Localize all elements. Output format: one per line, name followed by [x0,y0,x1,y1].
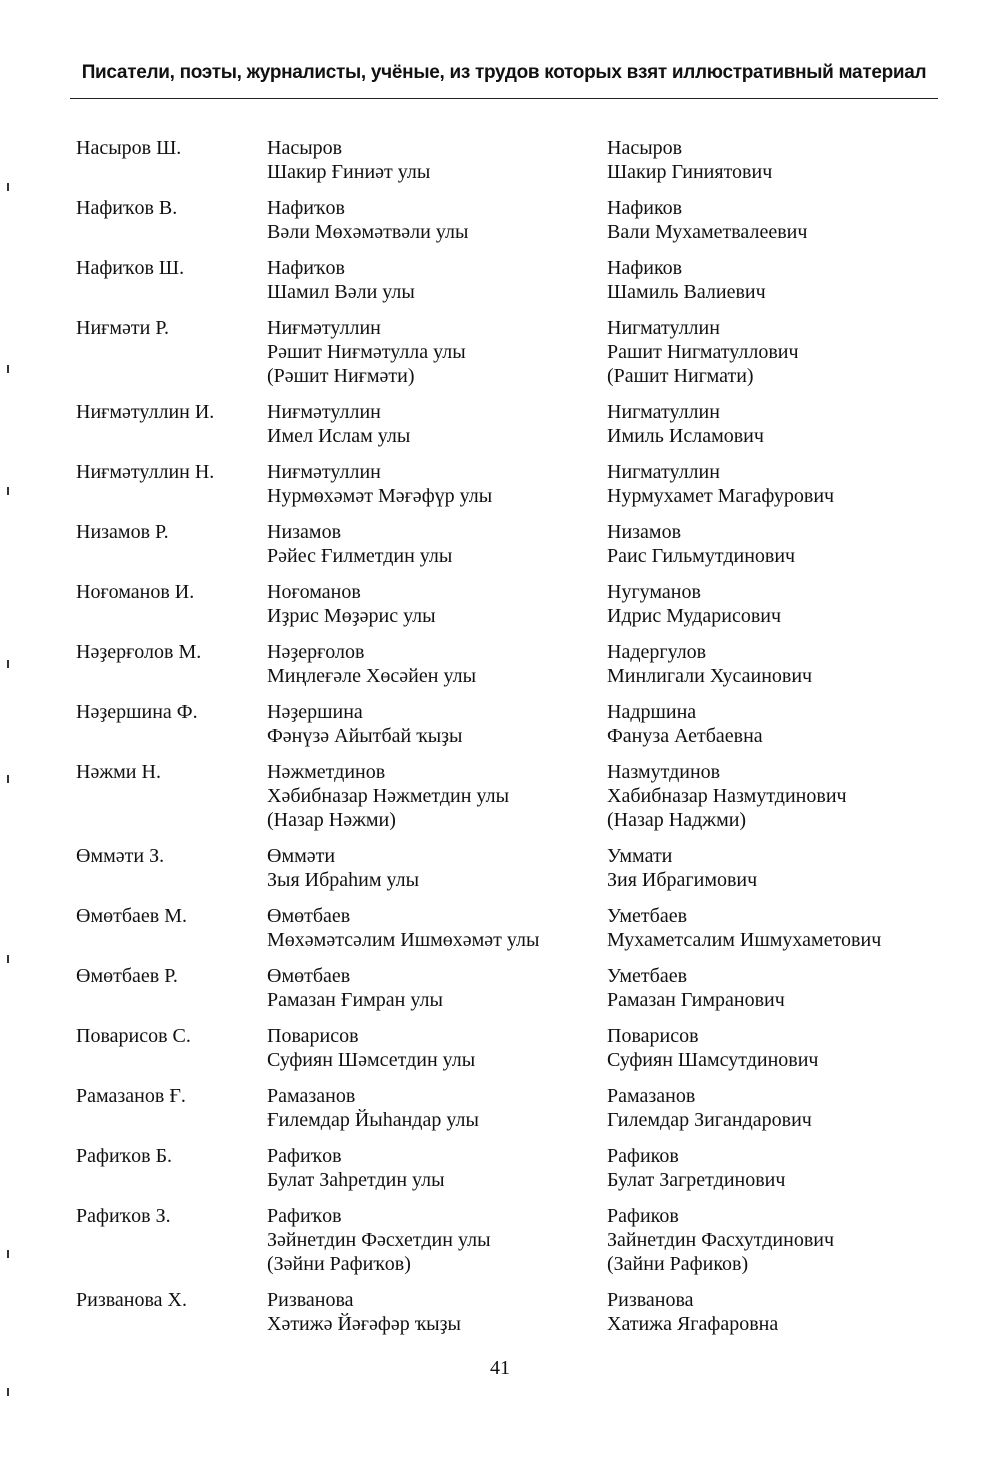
russian-full-name [607,640,936,688]
margin-mark [7,1250,9,1258]
bashkir-full-name [267,136,607,184]
bashkir-name-line: Өмөтбаев [267,905,351,927]
bashkir-full-name [267,256,607,304]
bashkir-name-line: Булат Заһретдин улы [267,1169,445,1191]
table-row [76,964,936,1012]
bashkir-name-line: Рамазан Ғимран улы [267,989,443,1011]
bashkir-name-line: Имел Ислам улы [267,425,411,447]
bashkir-full-name [267,316,607,388]
bashkir-name-line: (Рәшит Ниғмәти) [267,365,415,387]
short-name: Нафиҡов В. [76,197,178,219]
russian-name-line: Нигматуллин [607,461,720,483]
short-name: Ризванова Х. [76,1289,187,1311]
bashkir-full-name [267,1144,607,1192]
russian-name-line: Ризванова [607,1289,694,1311]
russian-full-name [607,460,936,508]
bashkir-name-line: Рафиҡов [267,1145,342,1167]
table-row [76,460,936,508]
bashkir-full-name [267,460,607,508]
bashkir-full-name [267,1024,607,1072]
russian-name-line: (Рашит Нигмати) [607,365,754,387]
russian-full-name [607,136,936,184]
short-name: Поварисов С. [76,1025,191,1047]
bashkir-name-line: Нәҙершина [267,701,363,723]
russian-name-line: Поварисов [607,1025,699,1047]
bashkir-full-name [267,1288,607,1336]
bashkir-name-line: Мөхәмәтсәлим Ишмөхәмәт улы [267,929,540,951]
margin-mark [7,660,9,668]
russian-name-line: Гилемдар Зигандарович [607,1109,812,1131]
margin-mark [7,775,9,783]
short-name: Низамов Р. [76,521,169,543]
bashkir-full-name [267,580,607,628]
russian-name-line: Минлигали Хусаинович [607,665,813,687]
russian-name-line: Насыров [607,137,683,159]
margin-mark [7,365,9,373]
russian-full-name [607,904,936,952]
russian-name-line: Хабибназар Назмутдинович [607,785,847,807]
russian-full-name [607,964,936,1012]
russian-name-line: Низамов [607,521,682,543]
russian-name-line: Нафиков [607,197,683,219]
table-row [76,1084,936,1132]
russian-name-line: Рамазан Гимранович [607,989,785,1011]
short-name: Ниғмәтуллин Н. [76,461,215,483]
table-row [76,196,936,244]
russian-name-line: Рафиков [607,1145,679,1167]
bashkir-name-line: Өммәти [267,845,336,867]
russian-name-line: Рафиков [607,1205,679,1227]
short-name: Рафиҡов З. [76,1205,171,1227]
bashkir-name-line: Шамил Вәли улы [267,281,415,303]
russian-name-line: Нурмухамет Магафурович [607,485,835,507]
russian-name-line: Фануза Аетбаевна [607,725,763,747]
russian-name-line: Раис Гильмутдинович [607,545,796,567]
margin-mark [7,1388,9,1396]
bashkir-name-line: Низамов [267,521,342,543]
russian-full-name [607,760,936,832]
russian-name-line: Имиль Исламович [607,425,764,447]
table-row [76,1144,936,1192]
table-row [76,640,936,688]
russian-name-line: Нигматуллин [607,401,720,423]
bashkir-full-name [267,520,607,568]
russian-name-line: Назмутдинов [607,761,721,783]
bashkir-full-name [267,196,607,244]
short-name: Өммәти З. [76,845,165,867]
short-name: Ниғмәтуллин И. [76,401,215,423]
bashkir-full-name [267,700,607,748]
russian-name-line: Нугуманов [607,581,701,603]
bashkir-name-line: Рамазанов [267,1085,356,1107]
russian-name-line: Уммати [607,845,673,867]
bashkir-full-name [267,844,607,892]
russian-full-name [607,1024,936,1072]
bashkir-name-line: Фәнүзә Айытбай ҡыҙы [267,725,463,747]
margin-mark [7,183,9,191]
russian-name-line: (Зайни Рафиков) [607,1253,749,1275]
short-name: Рафиҡов Б. [76,1145,173,1167]
short-name: Нәҙерғолов М. [76,641,202,663]
russian-name-line: Хатижа Ягафаровна [607,1313,779,1335]
table-row [76,700,936,748]
russian-name-line: (Назар Наджми) [607,809,747,831]
russian-name-line: Идрис Мударисович [607,605,782,627]
table-row [76,316,936,388]
bashkir-name-line: Өмөтбаев [267,965,351,987]
russian-name-line: Уметбаев [607,965,688,987]
russian-name-line: Вали Мухаметвалеевич [607,221,808,243]
bashkir-name-line: Миңлеғәле Хөсәйен улы [267,665,477,687]
table-row [76,904,936,952]
bashkir-name-line: Иҙрис Мөҙәрис улы [267,605,436,627]
page-number: 41 [490,1357,510,1379]
running-header: Писатели, поэты, журналисты, учёные, из трудов которых взят иллюстративный материал [81,62,927,83]
bashkir-full-name [267,640,607,688]
bashkir-name-line: Рәшит Ниғмәтулла улы [267,341,466,363]
bashkir-name-line: (Назар Нәжми) [267,809,396,831]
bashkir-name-line: Ноғоманов [267,581,361,603]
russian-name-line: Надергулов [607,641,707,663]
table-row [76,580,936,628]
bashkir-name-line: Рәйес Ғилметдин улы [267,545,453,567]
russian-name-line: Зайнетдин Фасхутдинович [607,1229,835,1251]
table-row [76,136,936,184]
russian-full-name [607,580,936,628]
bashkir-full-name [267,1084,607,1132]
bashkir-name-line: Ғилемдар Йыһандар улы [267,1109,479,1131]
bashkir-name-line: Вәли Мөхәмәтвәли улы [267,221,469,243]
russian-name-line: Зия Ибрагимович [607,869,758,891]
bashkir-name-line: Зыя Ибраһим улы [267,869,420,891]
margin-mark [7,487,9,495]
bashkir-name-line: Ризванова [267,1289,354,1311]
bashkir-name-line: Нәҙерғолов [267,641,365,663]
short-name: Насыров Ш. [76,137,182,159]
russian-name-line: Суфиян Шамсутдинович [607,1049,819,1071]
russian-name-line: Мухаметсалим Ишмухаметович [607,929,882,951]
header-rule [70,98,938,99]
table-row [76,1204,936,1276]
russian-full-name [607,196,936,244]
bashkir-name-line: Ниғмәтуллин [267,401,381,423]
russian-full-name [607,256,936,304]
margin-mark [7,955,9,963]
russian-full-name [607,400,936,448]
short-name: Ноғоманов И. [76,581,195,603]
short-name: Нәжми Н. [76,761,161,783]
bashkir-name-line: Суфиян Шәмсетдин улы [267,1049,476,1071]
russian-name-line: Надршина [607,701,697,723]
bashkir-name-line: Нурмөхәмәт Мәғәфүр улы [267,485,493,507]
table-row [76,400,936,448]
bashkir-name-line: Зәйнетдин Фәсхетдин улы [267,1229,491,1251]
bashkir-full-name [267,760,607,832]
russian-full-name [607,316,936,388]
short-name: Өмөтбаев М. [76,905,187,927]
table-row [76,256,936,304]
russian-name-line: Нафиков [607,257,683,279]
short-name: Рамазанов Ғ. [76,1085,186,1107]
bashkir-name-line: Поварисов [267,1025,359,1047]
bashkir-name-line: Нафиҡов [267,197,345,219]
table-row [76,844,936,892]
russian-name-line: Шакир Гиниятович [607,161,773,183]
short-name: Ниғмәти Р. [76,317,169,339]
russian-name-line: Нигматуллин [607,317,720,339]
russian-full-name [607,520,936,568]
russian-full-name [607,700,936,748]
bashkir-name-line: Рафиҡов [267,1205,342,1227]
russian-name-line: Рашит Нигматуллович [607,341,799,363]
russian-full-name [607,1144,936,1192]
bashkir-name-line: Насыров [267,137,343,159]
bashkir-name-line: Ниғмәтуллин [267,317,381,339]
bashkir-name-line: Шакир Ғиниәт улы [267,161,431,183]
bashkir-name-line: (Зәйни Рафиҡов) [267,1253,411,1275]
bashkir-name-line: Нафиҡов [267,257,345,279]
bashkir-full-name [267,964,607,1012]
names-table [76,136,936,1336]
bashkir-name-line: Хәбибназар Нәжметдин улы [267,785,510,807]
russian-full-name [607,844,936,892]
short-name: Өмөтбаев Р. [76,965,178,987]
russian-name-line: Булат Загретдинович [607,1169,786,1191]
bashkir-name-line: Хәтижә Йәғәфәр ҡыҙы [267,1313,461,1335]
table-row [76,1024,936,1072]
bashkir-full-name [267,1204,607,1276]
bashkir-name-line: Нәжметдинов [267,761,386,783]
russian-full-name [607,1084,936,1132]
bashkir-name-line: Ниғмәтуллин [267,461,381,483]
short-name: Нафиҡов Ш. [76,257,185,279]
bashkir-full-name [267,400,607,448]
table-row [76,1288,936,1336]
table-row [76,520,936,568]
russian-name-line: Шамиль Валиевич [607,281,766,303]
bashkir-full-name [267,904,607,952]
table-row [76,760,936,832]
russian-name-line: Рамазанов [607,1085,696,1107]
russian-name-line: Уметбаев [607,905,688,927]
russian-full-name [607,1204,936,1276]
short-name: Нәҙершина Ф. [76,701,198,723]
russian-full-name [607,1288,936,1336]
